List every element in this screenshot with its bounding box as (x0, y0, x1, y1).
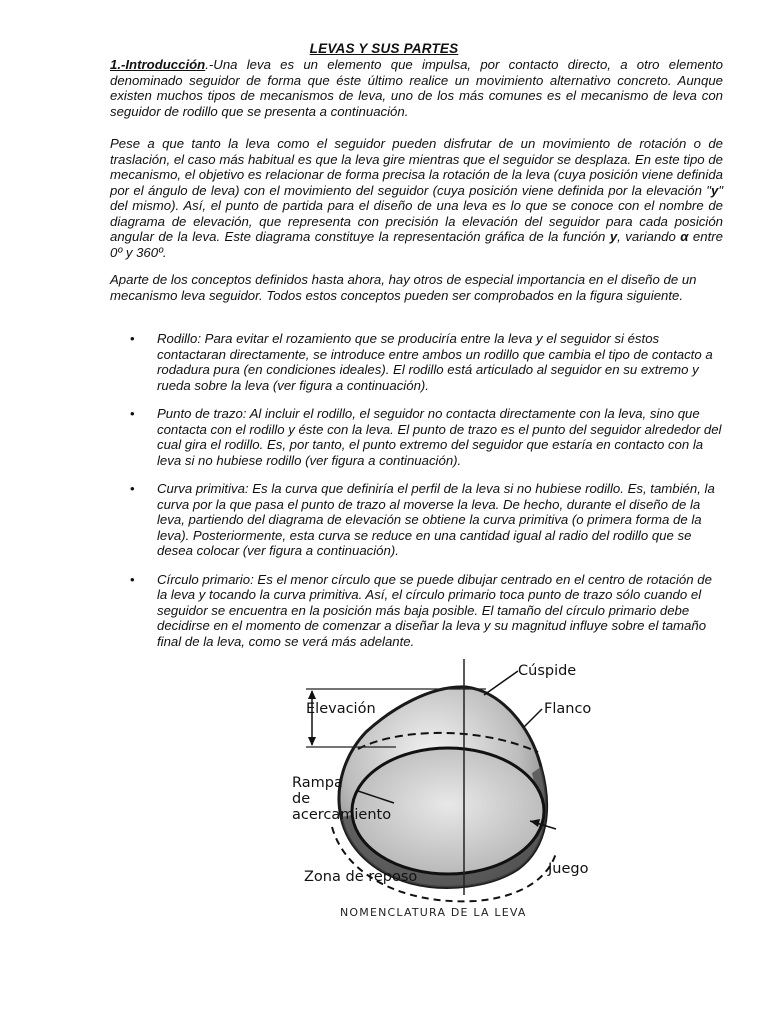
label-juego: Juego (548, 861, 589, 877)
list-item-text: Punto de trazo: Al incluir el rodillo, el seguidor no contacta directamente con la leva, sino que contacta con el rodillo y éste con la leva. El punto de trazo es el punto del seguidor alrededor del cual gira el rodillo. Es, por tanto, el punto extremo del seguidor que estaría en contacto con la leva si no hubiese rodillo (ver figura a continuación). (157, 406, 722, 468)
list-item-rodillo (110, 331, 723, 393)
label-elevacion: Elevación (306, 701, 376, 717)
para2-text-2: " del mismo). Así, el punto de partida para el diseño de una leva es lo que se conoce con el nombre de diagrama de elevación, que representa con precisión la elevación del seguidor para cada posición angular de la leva. Este diagrama constituye la representación gráfica de la función (110, 182, 723, 244)
label-cuspide: Cúspide (518, 663, 577, 679)
bullet-icon: • (130, 481, 135, 496)
list-item-circulo-primario (110, 572, 723, 650)
intro-text: .-Una leva es un elemento que impulsa, por contacto directo, a otro elemento denominado seguidor de forma que éste último realice un movimiento alternativo concreto. Aunque existen muchos tipos de mecanismos de leva, uno de los más comunes es el mecanismo de leva con seguidor de rodillo que se presenta a continuación. (110, 57, 723, 119)
figure-caption: NOMENCLATURA DE LA LEVA (340, 906, 527, 919)
cam-diagram (286, 657, 626, 922)
para2-text-1: Pese a que tanto la leva como el seguidor pueden disfrutar de un movimiento de rotación o de traslación, el caso más habitual es que la leva gire mientras que el seguidor se desplaza. En este tipo de mecanismo, el objetivo es relacionar de forma precisa la rotación de la leva (cuya posición viene definida por el ángulo de leva) con el movimiento del seguidor (cuya posición viene definida por la elevación " (110, 136, 723, 198)
bullet-icon: • (130, 571, 135, 587)
bullet-icon: • (130, 331, 135, 346)
list-item-punto-de-trazo (110, 406, 723, 468)
label-flanco: Flanco (544, 701, 592, 717)
para2-text-4: entre 0º y 360º. (110, 229, 723, 260)
label-rampa-de: de (292, 791, 311, 807)
list-item-text: Círculo primario: Es el menor círculo que se puede dibujar centrado en el centro de rotación de la leva y tocando la curva primitiva. Así, el círculo primario toca punto de trazo sólo cuando el seguidor se encuentra en la posición más baja posible. El tamaño del círculo primario debe decidirse en el momento de comenzar a diseñar la leva y su magnitud influye sobre el tamaño final de la leva, como se verá más adelante. (157, 571, 712, 649)
label-rampa: Rampa (292, 775, 343, 791)
document-title: LEVAS Y SUS PARTES (309, 41, 459, 56)
list-item-text: Rodillo: Para evitar el rozamiento que se produciría entre la leva y el seguidor si éstos contactaran directamente, se introduce entre ambos un rodillo que cambia el tipo de contacto a rodadura pura (en condiciones ideales). El rodillo está articulado al seguidor en su extremo y rueda sobre la leva (ver figura a continuación). (157, 331, 713, 393)
intro-paragraph (110, 57, 723, 119)
list-item-text: Curva primitiva: Es la curva que definiría el perfil de la leva si no hubiese rodillo. Es, también, la curva por la que pasa el punto de trazo al moverse la leva. De hecho, durante el diseño de la leva, partiendo del diagrama de elevación se obtiene la curva primitiva (o primera forma de la leva). Posteriormente, esta curva se reduce en una cantidad igual al radio del rodillo que se desea colocar (ver figura a continuación). (157, 481, 715, 558)
para2-alpha-symbol: α (680, 229, 689, 244)
paragraph-2 (110, 136, 723, 260)
para2-y-symbol: y (710, 182, 719, 198)
para2-text-3: , variando (617, 229, 681, 244)
bullet-icon: • (130, 406, 135, 421)
label-acercamiento: acercamiento (292, 807, 392, 823)
cam-nomenclature-figure (286, 657, 626, 922)
para2-y-function: y (609, 229, 618, 244)
label-zona-de-reposo: Zona de reposo (304, 869, 418, 885)
paragraph-3: Aparte de los conceptos definidos hasta ahora, hay otros de especial importancia en el diseño de un mecanismo leva seguidor. Todos estos conceptos pueden ser comprobados en la figura siguiente. (110, 272, 697, 303)
intro-lead: 1.-Introducción (110, 57, 206, 72)
concept-list (110, 331, 723, 649)
list-item-curva-primitiva (110, 481, 723, 559)
